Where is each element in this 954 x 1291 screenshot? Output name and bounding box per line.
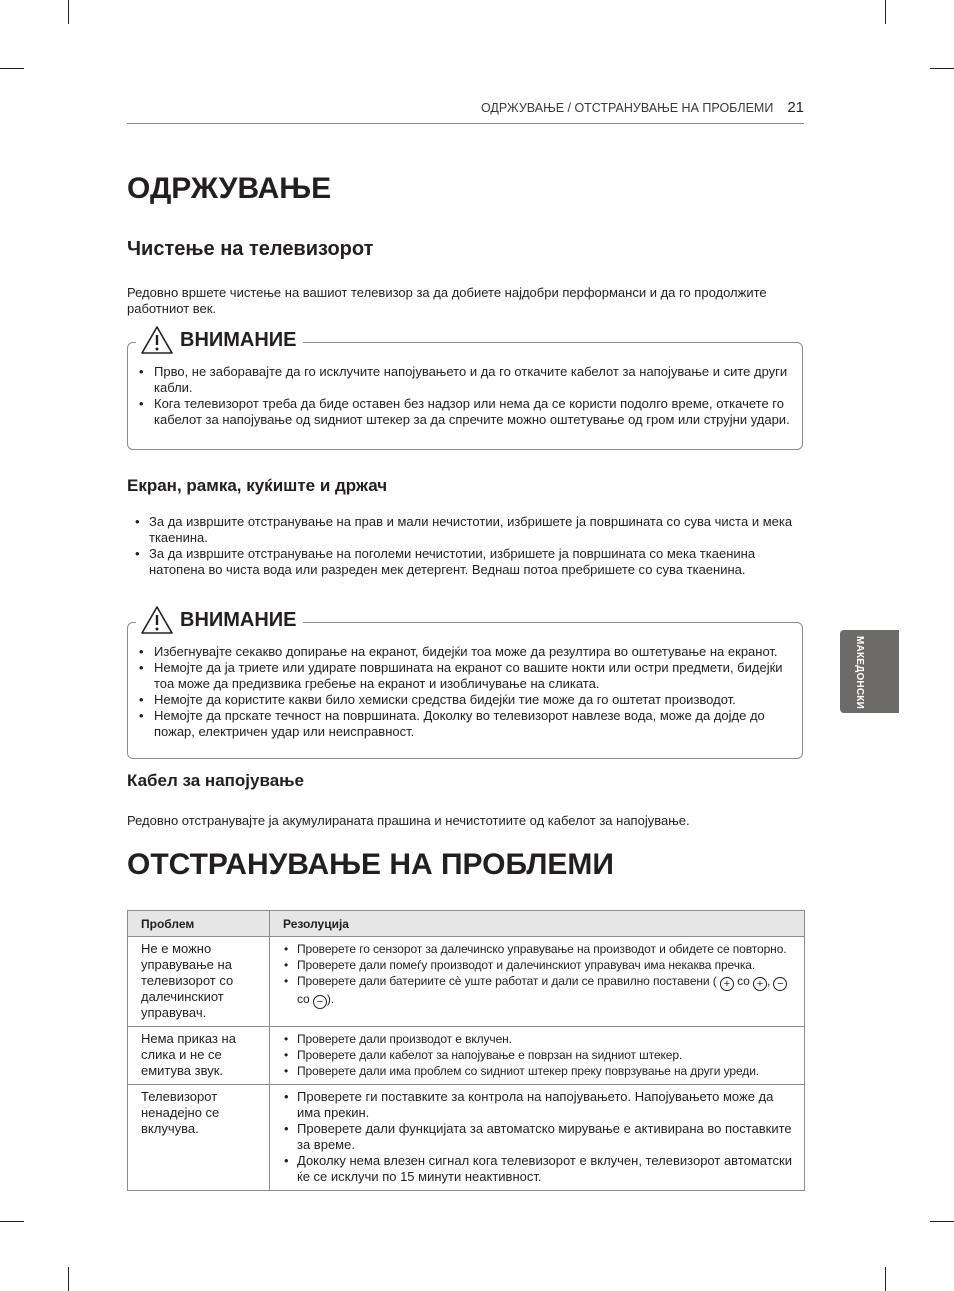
table-row (128, 937, 805, 1027)
plus-polarity-icon: + (720, 977, 734, 991)
battery-text-with: со (737, 974, 750, 988)
cleaning-intro: Редовно вршете чистење на вашиот телевизор за да добиете најдобри перформанси и да го продолжите работниот век. (127, 285, 767, 316)
cable-text: Редовно отстранувајте ја акумулираната прашина и нечистотиите од кабелот за напојување. (127, 813, 690, 828)
list-item: • Проверете дали функцијата за автоматско мирување е активирана во поставките за време. (284, 1121, 794, 1153)
caution-header (136, 605, 303, 635)
screen-list (127, 514, 807, 578)
column-header-problem: Проблем (128, 911, 270, 937)
resolution-list (284, 941, 794, 1009)
caution-box-cleaning (127, 328, 803, 450)
minus-polarity-icon: − (313, 995, 327, 1009)
battery-text-end: ). (326, 992, 334, 1006)
troubleshooting-title: ОТСТРАНУВАЊЕ НА ПРОБЛЕМИ (127, 848, 614, 881)
resolution-cell (270, 937, 805, 1027)
language-tab-label: МАКЕДОНСКИ (854, 636, 865, 709)
list-item: • Проверете дали кабелот за напојување е поврзан на ѕидниот штекер. (284, 1047, 794, 1063)
plus-polarity-icon: + (753, 977, 767, 991)
language-tab (840, 630, 899, 713)
warning-triangle-icon (140, 325, 174, 355)
caution-label: ВНИМАНИЕ (180, 328, 297, 351)
table-row (128, 1085, 805, 1191)
troubleshooting-table (127, 910, 805, 1191)
caution-list (128, 364, 794, 428)
crop-mark (930, 1221, 954, 1222)
caution-header (136, 325, 303, 355)
resolution-cell (270, 1085, 805, 1191)
cleaning-heading: Чистење на телевизорот (127, 238, 374, 260)
list-item: • За да извршите отстранување на прав и мали нечистотии, избришете ја површината со сува чиста и мека ткаенина. (127, 514, 807, 546)
cable-heading: Кабел за напојување (127, 771, 305, 790)
maintenance-title: ОДРЖУВАЊЕ (127, 172, 332, 205)
problem-cell: Нема приказ на слика и не се емитува звук. (128, 1027, 270, 1085)
caution-box-screen (127, 608, 803, 759)
list-item: • Немојте да прскате течност на површината. Доколку во телевизорот навлезе вода, може да дојде до пожар, електричен удар или неисправност. (128, 708, 794, 740)
crop-mark (930, 68, 954, 69)
crop-mark (0, 68, 24, 69)
list-item: • Проверете го сензорот за далечинско управување на производот и обидете се повторно. (284, 941, 794, 957)
table-row (128, 1027, 805, 1085)
column-header-resolution: Резолуција (270, 911, 805, 937)
running-header-text: ОДРЖУВАЊЕ / ОТСТРАНУВАЊЕ НА ПРОБЛЕМИ (480, 101, 774, 115)
crop-mark (68, 1267, 69, 1291)
battery-text-comma: , (766, 974, 771, 988)
problem-cell: Не е можно управување на телевизорот со далечинскиот управувач. (128, 937, 270, 1027)
table-header-row (128, 911, 805, 937)
list-item: • За да извршите отстранување на поголеми нечистотии, избришете ја површината со мека ткаенина натопена во чиста вода или разреден мек детергент. Веднаш потоа пребришете со сува ткаенина. (127, 546, 807, 578)
list-item: • Немојте да ја триете или удирате површината на екранот со вашите нокти или остри предмети, бидејќи тоа може да предизвика гребење на екранот и изобличување на сликата. (128, 660, 794, 692)
list-item (284, 973, 794, 1009)
list-item: • Проверете дали помеѓу производот и далечинскиот управувач има некаква пречка. (284, 957, 794, 973)
resolution-list (284, 1031, 794, 1079)
list-item: • Проверете дали има проблем со ѕидниот штекер преку поврзување на други уреди. (284, 1063, 794, 1079)
caution-list (128, 644, 794, 740)
list-item: • Немојте да користите какви било хемиски средства бидејќи тие може да го оштетат производот. (128, 692, 794, 708)
list-item: • Прво, не заборавајте да го исклучите напојувањето и да го откачите кабелот за напојување и сите други кабли. (128, 364, 794, 396)
screen-heading: Екран, рамка, куќиште и држач (127, 476, 388, 495)
list-item: • Проверете ги поставките за контрола на напојувањето. Напојувањето може да има прекин. (284, 1089, 794, 1121)
list-item: • Кога телевизорот треба да биде оставен без надзор или нема да се користи подолго време, откачете го кабелот за напојување од ѕидниот штекер за да спречите можно оштетување од гром или струјни удари. (128, 396, 794, 428)
battery-text: Проверете дали батериите сѐ уште работат и дали се правилно поставени ( (297, 974, 717, 988)
resolution-cell (270, 1027, 805, 1085)
minus-polarity-icon: − (773, 977, 787, 991)
list-item: • Доколку нема влезен сигнал кога телевизорот е вклучен, телевизорот автоматски ќе се исклучи по 15 минути неактивност. (284, 1153, 794, 1185)
list-item: • Избегнувајте секакво допирање на екранот, бидејќи тоа може да резултира во оштетување на екранот. (128, 644, 794, 660)
crop-mark (0, 1221, 24, 1222)
page-number: 21 (787, 99, 804, 116)
warning-triangle-icon (140, 605, 174, 635)
crop-mark (68, 0, 69, 24)
crop-mark (885, 0, 886, 24)
running-header (127, 101, 804, 124)
battery-text-with: со (297, 992, 310, 1006)
caution-label: ВНИМАНИЕ (180, 608, 297, 631)
problem-cell: Телевизорот ненадејно се вклучува. (128, 1085, 270, 1191)
resolution-list (284, 1089, 794, 1185)
list-item: • Проверете дали производот е вклучен. (284, 1031, 794, 1047)
crop-mark (885, 1267, 886, 1291)
